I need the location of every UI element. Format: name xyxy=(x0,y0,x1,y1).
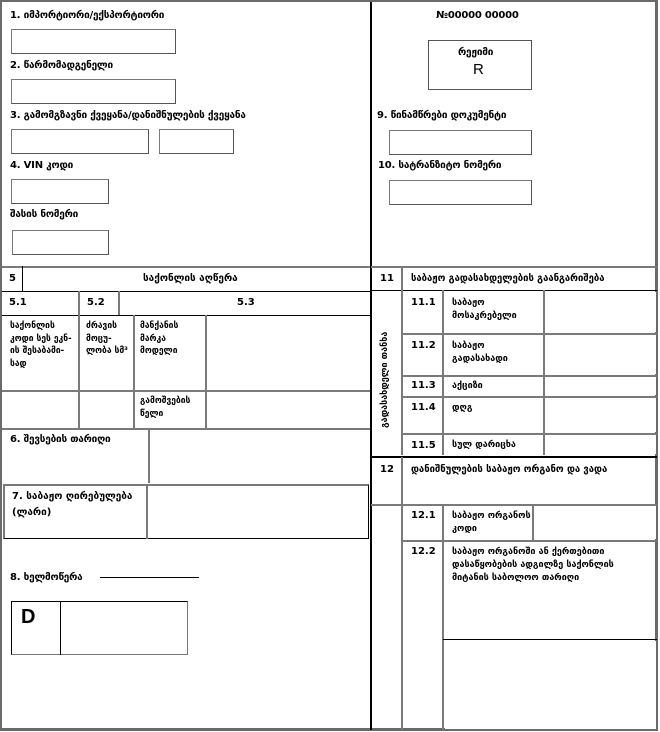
stamp-divider xyxy=(60,601,61,655)
sec11-4-label: დღგ xyxy=(452,403,473,413)
sec5-1-num: 5.1 xyxy=(9,297,27,308)
sec11-2-label: საბაჟო გადასახადი xyxy=(452,341,508,364)
sec5-3b-desc: გამოშვების წელი xyxy=(140,396,191,419)
customs-value-field[interactable] xyxy=(149,487,367,537)
sec11-1-label: საბაჟო მოსაკრებელი xyxy=(452,298,517,321)
sec5-col3-divider xyxy=(133,315,135,428)
amount-payable-side-label: გადასახდელი თანხა xyxy=(380,331,390,428)
destination-country-field[interactable] xyxy=(159,129,234,154)
vat-field[interactable] xyxy=(546,398,656,432)
country-label: 3. გამომგზავნი ქვეყანა/დანიშნულების ქვეყანა xyxy=(10,110,246,121)
sec12-1-num: 12.1 xyxy=(411,510,436,521)
sec11-top-line xyxy=(371,266,657,268)
sec5-num-divider xyxy=(22,266,23,291)
sec11-4-num: 11.4 xyxy=(411,402,436,413)
representative-field[interactable] xyxy=(11,79,176,104)
sec11-col2-divider xyxy=(442,290,444,455)
transit-number-field[interactable] xyxy=(389,180,532,205)
regime-value: R xyxy=(473,61,484,78)
prev-document-field[interactable] xyxy=(389,130,532,155)
sec7-divider xyxy=(146,485,148,539)
sec12-2-label: საბაჟო ორგანოში ან ქერთებითი დასაწყობების ადგილზე საქონლის მიტანის საბოლოო თარიღი xyxy=(452,547,614,583)
importer-label: 1. იმპორტიორი/ექსპორტიორი xyxy=(10,10,165,21)
departure-country-field[interactable] xyxy=(11,129,149,154)
form-number: №00000 00000 xyxy=(436,10,519,21)
main-divider xyxy=(370,2,372,730)
sec5-header-bottom xyxy=(2,291,370,292)
sec5-title: საქონლის აღწერა xyxy=(143,273,238,284)
sec5-col1-divider xyxy=(78,291,80,428)
sec5-1-desc: საქონლის კოდი სეს ეკნ-ის შესაბამი-სად xyxy=(10,321,72,369)
sec11-num: 11 xyxy=(380,273,394,284)
sec5-2-desc: ძრავის მოცუ-ლობა სმ³ xyxy=(86,321,128,356)
sec11-title: საბაჟო გადასახდელების გაანგარიშება xyxy=(411,273,605,284)
stamp-letter: D xyxy=(21,606,36,628)
sec5-3a-desc: მანქანის მარკა მოდელი xyxy=(140,321,179,356)
vin-label: 4. VIN კოდი xyxy=(10,160,74,171)
sec12-2-num: 12.2 xyxy=(411,546,436,557)
sec12-col2-divider xyxy=(442,504,444,730)
sec5-2-num: 5.2 xyxy=(87,297,105,308)
sec11-col3-divider xyxy=(543,290,545,455)
sec5-year-field[interactable] xyxy=(207,392,369,427)
sec12-1-value-divider xyxy=(532,504,534,540)
fill-date-label: 6. შევსების თარიღი xyxy=(10,434,111,445)
importer-field[interactable] xyxy=(11,29,176,54)
sec12-top-line xyxy=(371,456,657,458)
sec5-model-field[interactable] xyxy=(207,316,369,389)
sec12-num-divider xyxy=(401,457,403,505)
signature-line[interactable] xyxy=(100,577,199,578)
sec12-2-divider xyxy=(443,639,657,640)
final-delivery-date-field[interactable] xyxy=(445,641,656,729)
sec12-row1-bottom xyxy=(402,540,657,542)
stamp-box xyxy=(11,601,188,655)
customs-duty-field[interactable] xyxy=(546,335,656,374)
sec6-divider xyxy=(148,428,150,483)
vin-field[interactable] xyxy=(11,179,109,204)
sec5-3-num: 5.3 xyxy=(237,297,255,308)
sec5-top-line xyxy=(2,266,370,268)
sec12-1-label: საბაჟო ორგანოს კოდი xyxy=(452,511,531,534)
sec12-left-col xyxy=(401,504,403,730)
signature-label: 8. ხელმოწერა xyxy=(10,572,83,583)
excise-field[interactable] xyxy=(546,377,656,395)
sec11-3-label: აქციზი xyxy=(452,381,483,391)
customs-value-label: 7. საბაჟო ღირებულება (ლარი) xyxy=(12,491,133,518)
sec11-5-label: სულ დარიცხა xyxy=(452,440,516,450)
sec11-3-num: 11.3 xyxy=(411,380,436,391)
sec12-title: დანიშნულების საბაჟო ორგანო და ვადა xyxy=(411,464,608,475)
sec12-num: 12 xyxy=(380,464,394,475)
prev-document-label: 9. წინამწრები დოკუმენტი xyxy=(377,110,507,121)
sec11-1-num: 11.1 xyxy=(411,297,436,308)
representative-label: 2. წარმომადგენელი xyxy=(10,60,113,71)
sec11-header-bottom xyxy=(371,290,657,291)
chassis-field[interactable] xyxy=(12,230,109,255)
sec11-5-num: 11.5 xyxy=(411,440,436,451)
customs-fee-field[interactable] xyxy=(546,292,656,332)
customs-office-code-field[interactable] xyxy=(535,506,656,539)
sec11-2-num: 11.2 xyxy=(411,340,436,351)
sec11-num-divider xyxy=(401,266,403,455)
sec5-col2-divider xyxy=(118,291,120,315)
transit-number-label: 10. სატრანზიტო ნომერი xyxy=(378,160,502,171)
fill-date-field[interactable] xyxy=(151,430,369,482)
chassis-label: შასის ნომერი xyxy=(10,209,79,220)
regime-label: რეჟიმი xyxy=(458,47,494,58)
total-charged-field[interactable] xyxy=(546,435,656,454)
sec5-num: 5 xyxy=(9,273,16,284)
